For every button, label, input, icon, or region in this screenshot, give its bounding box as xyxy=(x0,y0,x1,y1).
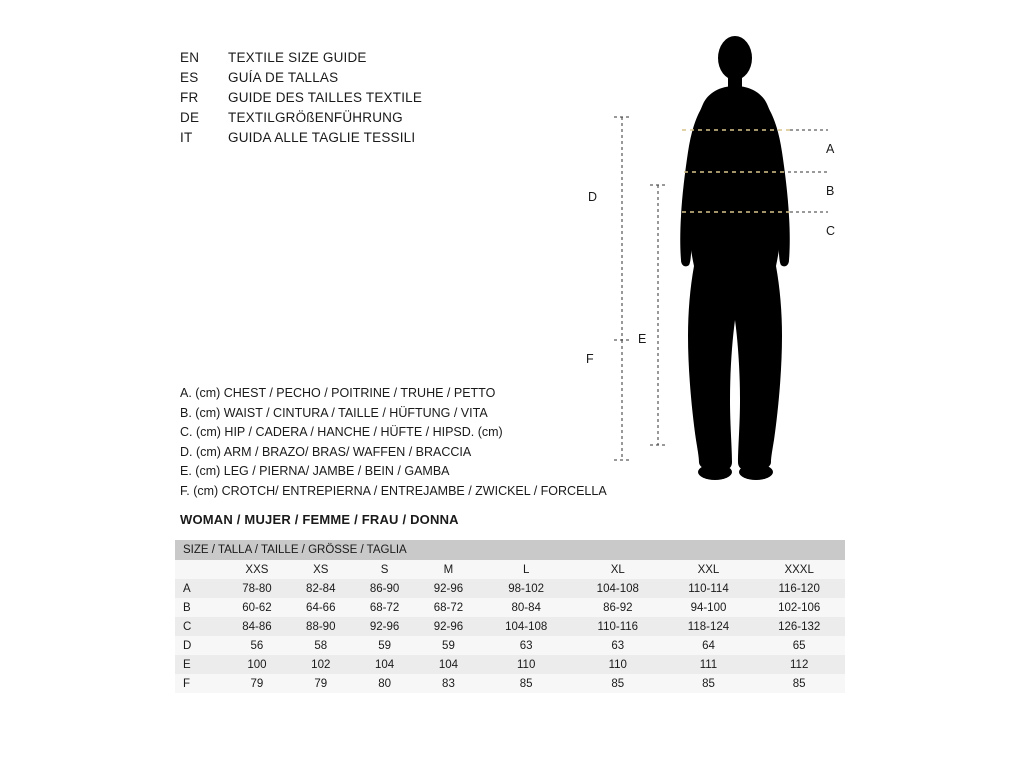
dim-label-e: E xyxy=(638,332,647,346)
table-cell: 85 xyxy=(480,674,572,693)
table-cell: 110-114 xyxy=(664,579,754,598)
title-text: GUIDA ALLE TAGLIE TESSILI xyxy=(228,130,416,145)
table-cell: 86-90 xyxy=(353,579,417,598)
column-header: XS xyxy=(289,560,353,579)
table-cell: 110 xyxy=(572,655,664,674)
title-lang-code: ES xyxy=(180,70,199,85)
table-row xyxy=(175,617,845,636)
dim-label-b: B xyxy=(826,184,835,198)
dim-label-d: D xyxy=(588,190,598,204)
table-corner-cell xyxy=(175,560,225,579)
table-cell: 64-66 xyxy=(289,598,353,617)
title-row xyxy=(180,70,610,90)
table-cell: 126-132 xyxy=(753,617,845,636)
column-header: XL xyxy=(572,560,664,579)
table-cell: 100 xyxy=(225,655,289,674)
table-cell: 64 xyxy=(664,636,754,655)
row-label: C xyxy=(175,617,225,636)
table-cell: 92-96 xyxy=(353,617,417,636)
column-header: L xyxy=(480,560,572,579)
title-lang-code: EN xyxy=(180,50,200,65)
table-cell: 56 xyxy=(225,636,289,655)
table-cell: 88-90 xyxy=(289,617,353,636)
table-cell: 82-84 xyxy=(289,579,353,598)
title-row xyxy=(180,130,610,150)
title-lang-code: DE xyxy=(180,110,200,125)
table-header-label: SIZE / TALLA / TAILLE / GRÖSSE / TAGLIA xyxy=(175,540,845,560)
title-text: TEXTILE SIZE GUIDE xyxy=(228,50,367,65)
table-cell: 68-72 xyxy=(353,598,417,617)
column-header: M xyxy=(417,560,481,579)
callout-leaders xyxy=(788,130,828,212)
table-cell: 104-108 xyxy=(480,617,572,636)
legend-item-c: C. (cm) HIP / CADERA / HANCHE / HÜFTE / HIPSD. (cm) xyxy=(180,425,503,439)
legend-item-a: A. (cm) CHEST / PECHO / POITRINE / TRUHE / PETTO xyxy=(180,386,496,400)
table-cell: 60-62 xyxy=(225,598,289,617)
row-label: A xyxy=(175,579,225,598)
table-cell: 118-124 xyxy=(664,617,754,636)
table-cell: 110-116 xyxy=(572,617,664,636)
table-row xyxy=(175,579,845,598)
size-table xyxy=(175,540,845,693)
table-column-row xyxy=(175,560,845,579)
table-cell: 85 xyxy=(572,674,664,693)
dim-label-a: A xyxy=(826,142,835,156)
legend-item-f: F. (cm) CROTCH/ ENTREPIERNA / ENTREJAMBE / ZWICKEL / FORCELLA xyxy=(180,483,607,498)
table-cell: 92-96 xyxy=(417,617,481,636)
table-cell: 58 xyxy=(289,636,353,655)
legend-item-e: E. (cm) LEG / PIERNA/ JAMBE / BEIN / GAMBA xyxy=(180,464,450,478)
title-lang-code: FR xyxy=(180,90,199,105)
table-cell: 80-84 xyxy=(480,598,572,617)
table-cell: 85 xyxy=(664,674,754,693)
table-cell: 94-100 xyxy=(664,598,754,617)
title-text: GUIDE DES TAILLES TEXTILE xyxy=(228,90,423,105)
table-row xyxy=(175,636,845,655)
section-label-woman: WOMAN / MUJER / FEMME / FRAU / DONNA xyxy=(180,512,459,527)
row-label: E xyxy=(175,655,225,674)
legend-item-d: D. (cm) ARM / BRAZO/ BRAS/ WAFFEN / BRACCIA xyxy=(180,444,472,459)
measurement-diagram xyxy=(560,20,1000,500)
column-header: XXL xyxy=(664,560,754,579)
title-row xyxy=(180,90,610,110)
table-cell: 86-92 xyxy=(572,598,664,617)
table-cell: 79 xyxy=(289,674,353,693)
table-cell: 78-80 xyxy=(225,579,289,598)
title-lang-code: IT xyxy=(180,130,193,145)
column-header: S xyxy=(353,560,417,579)
table-row xyxy=(175,598,845,617)
title-text: GUÍA DE TALLAS xyxy=(228,70,339,85)
table-cell: 111 xyxy=(664,655,754,674)
table-cell: 116-120 xyxy=(753,579,845,598)
row-label: B xyxy=(175,598,225,617)
title-block xyxy=(180,50,610,150)
table-cell: 110 xyxy=(480,655,572,674)
dim-label-f: F xyxy=(586,352,594,366)
row-label: D xyxy=(175,636,225,655)
title-row xyxy=(180,110,610,130)
dimension-bracket-e xyxy=(650,185,666,445)
title-row xyxy=(180,50,610,70)
table-row xyxy=(175,674,845,693)
table-cell: 63 xyxy=(572,636,664,655)
column-header: XXXL xyxy=(753,560,845,579)
table-cell: 92-96 xyxy=(417,579,481,598)
table-cell: 63 xyxy=(480,636,572,655)
table-cell: 104-108 xyxy=(572,579,664,598)
legend-item-b: B. (cm) WAIST / CINTURA / TAILLE / HÜFTUNG / VITA xyxy=(180,405,488,420)
table-cell: 85 xyxy=(753,674,845,693)
dim-label-c: C xyxy=(826,224,836,238)
table-cell: 83 xyxy=(417,674,481,693)
table-header-row xyxy=(175,540,845,560)
table-cell: 84-86 xyxy=(225,617,289,636)
table-cell: 102-106 xyxy=(753,598,845,617)
dimension-bracket-d xyxy=(614,117,630,340)
table-cell: 79 xyxy=(225,674,289,693)
table-row xyxy=(175,655,845,674)
table-cell: 102 xyxy=(289,655,353,674)
title-text: TEXTILGRÖßENFÜHRUNG xyxy=(228,110,403,125)
dimension-bracket-f xyxy=(614,340,630,460)
table-cell: 59 xyxy=(417,636,481,655)
table-cell: 65 xyxy=(753,636,845,655)
table-cell: 80 xyxy=(353,674,417,693)
table-cell: 104 xyxy=(353,655,417,674)
table-cell: 104 xyxy=(417,655,481,674)
column-header: XXS xyxy=(225,560,289,579)
row-label: F xyxy=(175,674,225,693)
woman-silhouette-icon xyxy=(680,36,790,480)
table-cell: 68-72 xyxy=(417,598,481,617)
table-cell: 59 xyxy=(353,636,417,655)
table-cell: 112 xyxy=(753,655,845,674)
table-cell: 98-102 xyxy=(480,579,572,598)
